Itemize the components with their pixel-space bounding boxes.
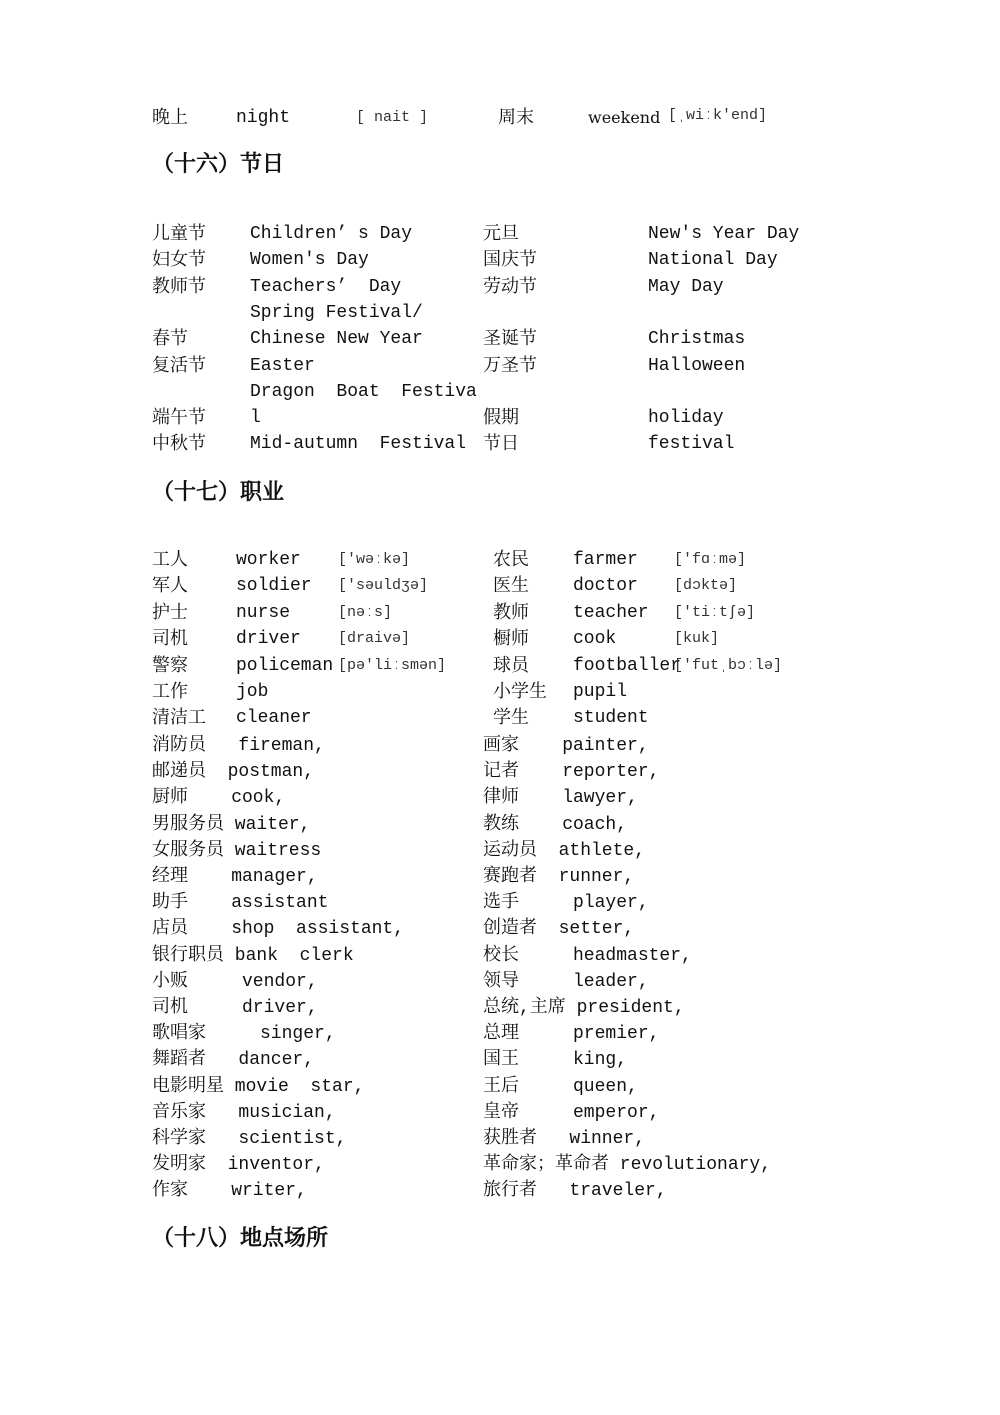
festival-cn: 教师节 [152, 275, 206, 297]
job-en: footballer [573, 655, 682, 676]
job-entry: 画家 painter, [483, 736, 649, 756]
job-cn: 橱师 [493, 628, 529, 650]
job-entry: 消防员 fireman, [152, 736, 325, 756]
job-en: teacher [573, 602, 649, 623]
job-cn: 军人 [152, 575, 188, 597]
festival-cn: 春节 [152, 328, 188, 350]
job-entry: 总统,主席 president, [483, 998, 685, 1018]
festival-cn: 儿童节 [152, 223, 206, 244]
job-entry: 助手 assistant [152, 893, 329, 914]
festival-en: Easter [250, 355, 315, 376]
festival-en: l [250, 408, 261, 429]
job-entry: 歌唱家 singer, [152, 1024, 336, 1045]
word-cn: 周末 [498, 107, 534, 128]
festival-cn: 圣诞节 [483, 328, 537, 350]
job-cn: 护士 [152, 601, 188, 623]
job-entry: 小贩 vendor, [152, 971, 318, 992]
festival-cn: 元旦 [483, 223, 519, 244]
job-entry: 电影明星 movie star, [152, 1076, 365, 1097]
job-entry: 发明家 inventor, [152, 1155, 325, 1176]
job-entry: 司机 driver, [152, 998, 318, 1018]
job-entry: 作家 writer, [152, 1181, 307, 1202]
festival-cn: 中秋节 [152, 433, 206, 455]
festival-en: Mid-autumn Festival [250, 434, 467, 455]
festival-en: holiday [648, 408, 724, 429]
job-phonetic: ['tiːtʃə] [674, 603, 756, 621]
job-en: cleaner [236, 708, 312, 729]
job-en: job [236, 682, 269, 702]
job-entry: 创造者 setter, [483, 919, 635, 940]
job-cn: 教师 [493, 601, 529, 623]
job-entry: 领导 leader, [483, 971, 649, 992]
job-en: policeman [236, 655, 334, 676]
job-entry: 革命家；革命者 revolutionary, [483, 1155, 772, 1176]
job-cn: 球员 [493, 654, 529, 676]
job-en: cook [573, 629, 617, 650]
job-en: farmer [573, 550, 638, 570]
job-entry: 女服务员 waitress [152, 840, 322, 861]
festival-cn: 节日 [483, 433, 519, 455]
job-entry: 教练 coach, [483, 814, 628, 835]
job-entry: 选手 player, [483, 893, 649, 914]
word-en: weekend [588, 108, 661, 127]
job-entry: 店员 shop assistant, [152, 919, 405, 940]
festival-en: Dragon Boat Festiva [250, 381, 477, 402]
job-cn: 清洁工 [152, 707, 206, 729]
job-entry: 厨师 cook, [152, 788, 286, 809]
job-phonetic: [pə'liːsmən] [338, 656, 447, 674]
job-entry: 科学家 scientist, [152, 1129, 347, 1149]
job-en: worker [236, 550, 301, 570]
festival-en: Chinese New Year [250, 329, 423, 350]
job-cn: 农民 [493, 549, 529, 570]
job-entry: 国王 king, [483, 1050, 628, 1071]
section-title-festivals: （十六）节日 [152, 152, 285, 177]
job-en: nurse [236, 602, 291, 623]
job-phonetic: [nəːs] [338, 603, 393, 621]
job-phonetic: [kuk] [674, 630, 720, 648]
job-entry: 邮递员 postman, [152, 762, 315, 783]
job-en: soldier [236, 576, 312, 597]
festival-cn: 端午节 [152, 407, 206, 429]
job-cn: 工人 [152, 549, 188, 570]
festival-cn: 国庆节 [483, 249, 537, 271]
job-entry: 王后 queen, [483, 1076, 638, 1097]
job-entry: 皇帝 emperor, [483, 1102, 660, 1123]
job-en: pupil [573, 682, 628, 702]
festival-en: National Day [648, 250, 778, 271]
job-entry: 旅行者 traveler, [483, 1181, 667, 1202]
job-entry: 男服务员 waiter, [152, 814, 311, 835]
job-entry: 银行职员 bank clerk [152, 945, 354, 966]
job-en: student [573, 708, 649, 729]
job-entry: 获胜者 winner, [483, 1129, 646, 1149]
festival-en: New's Year Day [648, 224, 800, 244]
job-en: driver [236, 629, 301, 650]
job-entry: 经理 manager, [152, 867, 318, 887]
job-phonetic: ['səuldʒə] [338, 577, 429, 595]
festival-en: Spring Festival/ [250, 302, 423, 323]
word-en: night [236, 108, 291, 128]
job-en: doctor [573, 576, 638, 597]
festival-cn: 假期 [483, 407, 519, 429]
job-cn: 学生 [493, 707, 529, 729]
job-entry: 记者 reporter, [483, 762, 660, 783]
job-cn: 司机 [152, 628, 188, 650]
festival-cn: 妇女节 [152, 249, 206, 271]
festival-cn: 劳动节 [483, 275, 537, 297]
job-entry: 运动员 athlete, [483, 840, 646, 861]
section-title-places: （十八）地点场所 [152, 1226, 329, 1251]
festival-en: festival [648, 434, 735, 455]
festival-en: Children’ s Day [250, 224, 413, 244]
job-phonetic: ['wəːkə] [338, 551, 411, 568]
job-phonetic: [draivə] [338, 630, 411, 648]
job-entry: 总理 premier, [483, 1024, 660, 1045]
job-entry: 赛跑者 runner, [483, 867, 635, 887]
section-title-jobs: （十七）职业 [152, 480, 285, 505]
job-phonetic: ['futˌbɔːlə] [674, 656, 783, 674]
word-phonetic: [ nait ] [356, 109, 429, 126]
job-entry: 校长 headmaster, [483, 945, 692, 966]
job-entry: 音乐家 musician, [152, 1102, 336, 1123]
festival-cn: 复活节 [152, 354, 206, 376]
job-phonetic: [dɔktə] [674, 577, 738, 595]
festival-en: Christmas [648, 329, 746, 350]
word-phonetic: [ˌwiːk'end] [668, 107, 768, 124]
job-cn: 医生 [493, 575, 529, 597]
job-phonetic: ['fɑːmə] [674, 551, 747, 568]
job-cn: 警察 [152, 654, 188, 676]
festival-cn: 万圣节 [483, 354, 537, 376]
festival-en: May Day [648, 276, 724, 297]
festival-en: Women's Day [250, 250, 369, 271]
job-entry: 律师 lawyer, [483, 788, 638, 809]
word-cn: 晚上 [152, 107, 188, 128]
job-cn: 小学生 [493, 681, 547, 702]
job-cn: 工作 [152, 681, 188, 702]
job-entry: 舞蹈者 dancer, [152, 1050, 315, 1071]
festival-en: Halloween [648, 355, 746, 376]
festival-en: Teachers’ Day [250, 276, 402, 297]
